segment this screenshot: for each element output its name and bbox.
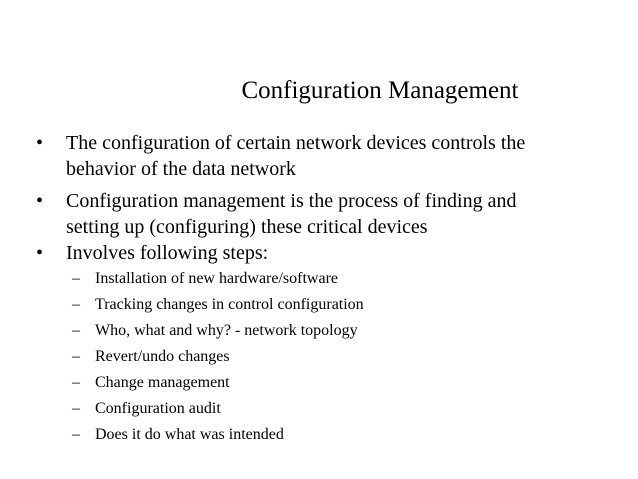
step-marker: – — [72, 374, 80, 391]
bullet-marker: • — [36, 190, 44, 212]
bullet-line: Involves following steps: — [66, 242, 269, 264]
step-marker: – — [72, 348, 80, 365]
bullet-item — [36, 130, 596, 182]
bullet-line: behavior of the data network — [66, 158, 296, 180]
bullet-text — [66, 130, 596, 182]
step-text: Installation of new hardware/software — [95, 270, 339, 287]
bullet-marker: • — [36, 242, 44, 264]
bullet-marker: • — [36, 132, 44, 154]
step-marker: – — [72, 270, 80, 287]
bullet-line: The configuration of certain network devices controls the — [66, 132, 526, 154]
step-marker: – — [72, 322, 80, 339]
step-text: Who, what and why? - network topology — [95, 322, 358, 339]
bullet-line: setting up (configuring) these critical devices — [66, 216, 428, 238]
bullet-item — [36, 188, 596, 240]
bullet-item — [36, 240, 596, 266]
step-marker: – — [72, 296, 80, 313]
step-text: Revert/undo changes — [95, 348, 230, 365]
bullet-line: Configuration management is the process of finding and — [66, 190, 517, 212]
step-marker: – — [72, 400, 80, 417]
slide-title: Configuration Management — [241, 77, 519, 104]
bullet-text — [66, 240, 596, 266]
step-marker: – — [72, 426, 80, 443]
step-text: Change management — [95, 374, 230, 391]
bullet-text — [66, 188, 596, 240]
step-text: Configuration audit — [95, 400, 221, 417]
step-text: Does it do what was intended — [95, 426, 284, 443]
step-text: Tracking changes in control configuration — [95, 296, 364, 313]
